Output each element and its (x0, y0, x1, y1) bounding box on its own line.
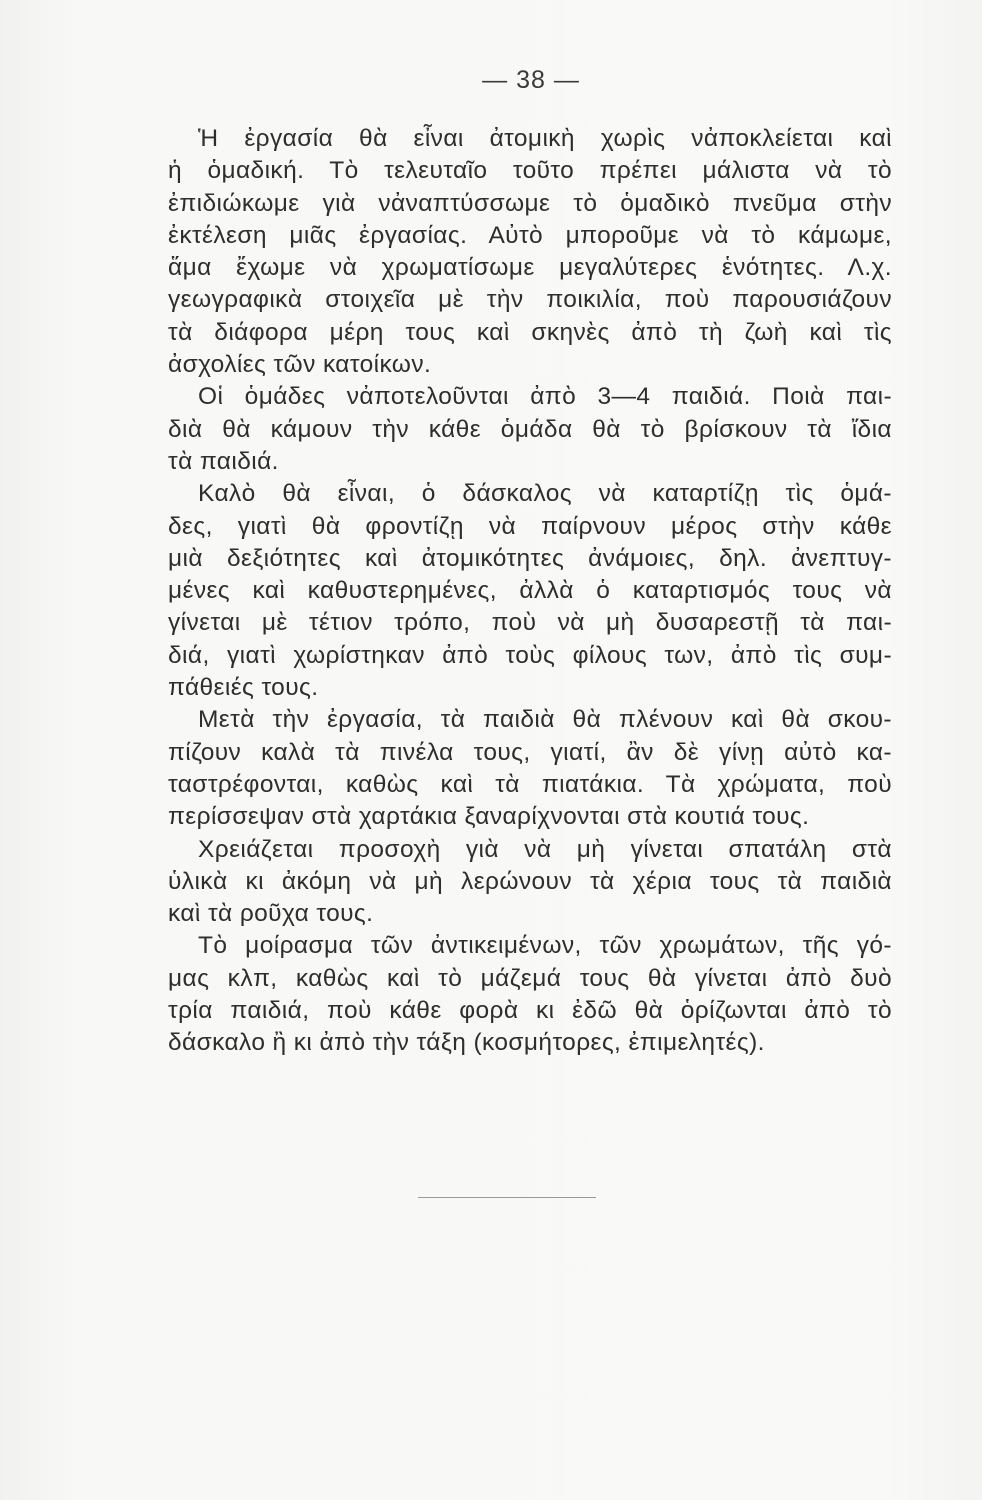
text-line: ὑλικὰ κι ἀκόμη νὰ μὴ λερώνουν τὰ χέρια τους τὰ παιδιὰ (168, 867, 892, 895)
text-line: πίζουν καλὰ τὰ πινέλα τους, γιατί, ἂν δὲ γίνῃ αὐτὸ κα- (168, 738, 892, 766)
paragraph (168, 704, 892, 833)
text-line: τὰ διάφορα μέρη τους καὶ σκηνὲς ἀπὸ τὴ ζωὴ καὶ τὶς (168, 318, 892, 346)
paragraph (168, 381, 892, 478)
text-line: Τὸ μοίρασμα τῶν ἀντικειμένων, τῶν χρωμάτων, τῆς γό- (198, 932, 892, 960)
text-line: ἐπιδιώκωμε γιὰ νἀναπτύσσωμε τὸ ὁμαδικὸ πνεῦμα στὴν (168, 189, 892, 217)
text-line: Χρειάζεται προσοχὴ γιὰ νὰ μὴ γίνεται σπατάλη στὰ (198, 835, 892, 863)
text-line: καὶ τὰ ροῦχα τους. (168, 900, 374, 928)
text-line: τὰ παιδιά. (168, 447, 279, 475)
text-line: ἅμα ἔχωμε νὰ χρωματίσωμε μεγαλύτερες ἑνότητες. Λ.χ. (168, 254, 892, 282)
text-line: διά, γιατὶ χωρίστηκαν ἀπὸ τοὺς φίλους των, ἀπὸ τὶς συμ- (168, 641, 892, 669)
page-number: — 38 — (482, 66, 580, 94)
text-line: ἀσχολίες τῶν κατοίκων. (168, 351, 432, 379)
paragraph (168, 123, 892, 381)
body-text (168, 123, 892, 1060)
text-line: Ἡ ἐργασία θὰ εἶναι ἀτομικὴ χωρὶς νἀποκλείεται καὶ (198, 125, 892, 152)
text-line: μιὰ δεξιότητες καὶ ἀτομικότητες ἀνάμοιες, δηλ. ἀνεπτυγ- (168, 544, 892, 572)
text-line: ἡ ὁμαδική. Τὸ τελευταῖο τοῦτο πρέπει μάλιστα νὰ τὸ (168, 157, 892, 185)
text-line: ἐκτέλεση μιᾶς ἐργασίας. Αὐτὸ μποροῦμε νὰ τὸ κάμωμε, (168, 221, 892, 249)
text-line: μας κλπ, καθὼς καὶ τὸ μάζεμά τους θὰ γίνεται ἀπὸ δυὸ (168, 964, 892, 992)
text-line: πάθειές τους. (168, 674, 319, 702)
text-line: δάσκαλο ἢ κι ἀπὸ τὴν τάξη (κοσμήτορες, ἐπιμελητές). (168, 1029, 765, 1057)
text-line: διὰ θὰ κάμουν τὴν κάθε ὁμάδα θὰ τὸ βρίσκουν τὰ ἴδια (168, 415, 892, 443)
text-line: Καλὸ θὰ εἶναι, ὁ δάσκαλος νὰ καταρτίζῃ τὶς ὁμά- (198, 480, 892, 508)
paragraph (168, 930, 892, 1059)
text-line: Μετὰ τὴν ἐργασία, τὰ παιδιὰ θὰ πλένουν καὶ θὰ σκου- (198, 706, 892, 734)
text-line: τρία παιδιά, ποὺ κάθε φορὰ κι ἐδῶ θὰ ὁρίζωνται ἀπὸ τὸ (168, 997, 892, 1025)
text-line: Οἱ ὁμάδες νἀποτελοῦνται ἀπὸ 3—4 παιδιά. Ποιὰ παι- (198, 383, 892, 411)
text-line: μένες καὶ καθυστερημένες, ἀλλὰ ὁ καταρτισμός τους νὰ (168, 577, 892, 605)
text-line: ταστρέφονται, καθὼς καὶ τὰ πιατάκια. Τὰ χρώματα, ποὺ (168, 770, 892, 798)
paragraph (168, 478, 892, 704)
paragraph (168, 834, 892, 931)
text-line: περίσσεψαν στὰ χαρτάκια ξαναρίχνονται στὰ κουτιά τους. (168, 803, 810, 831)
text-line: γεωγραφικὰ στοιχεῖα μὲ τὴν ποικιλία, ποὺ παρουσιάζουν (168, 286, 892, 314)
text-line: γίνεται μὲ τέτιον τρόπο, ποὺ νὰ μὴ δυσαρεστῇ τὰ παι- (168, 609, 892, 637)
text-line: δες, γιατὶ θὰ φροντίζῃ νὰ παίρνουν μέρος στὴν κάθε (168, 512, 892, 540)
section-divider (418, 1197, 596, 1198)
